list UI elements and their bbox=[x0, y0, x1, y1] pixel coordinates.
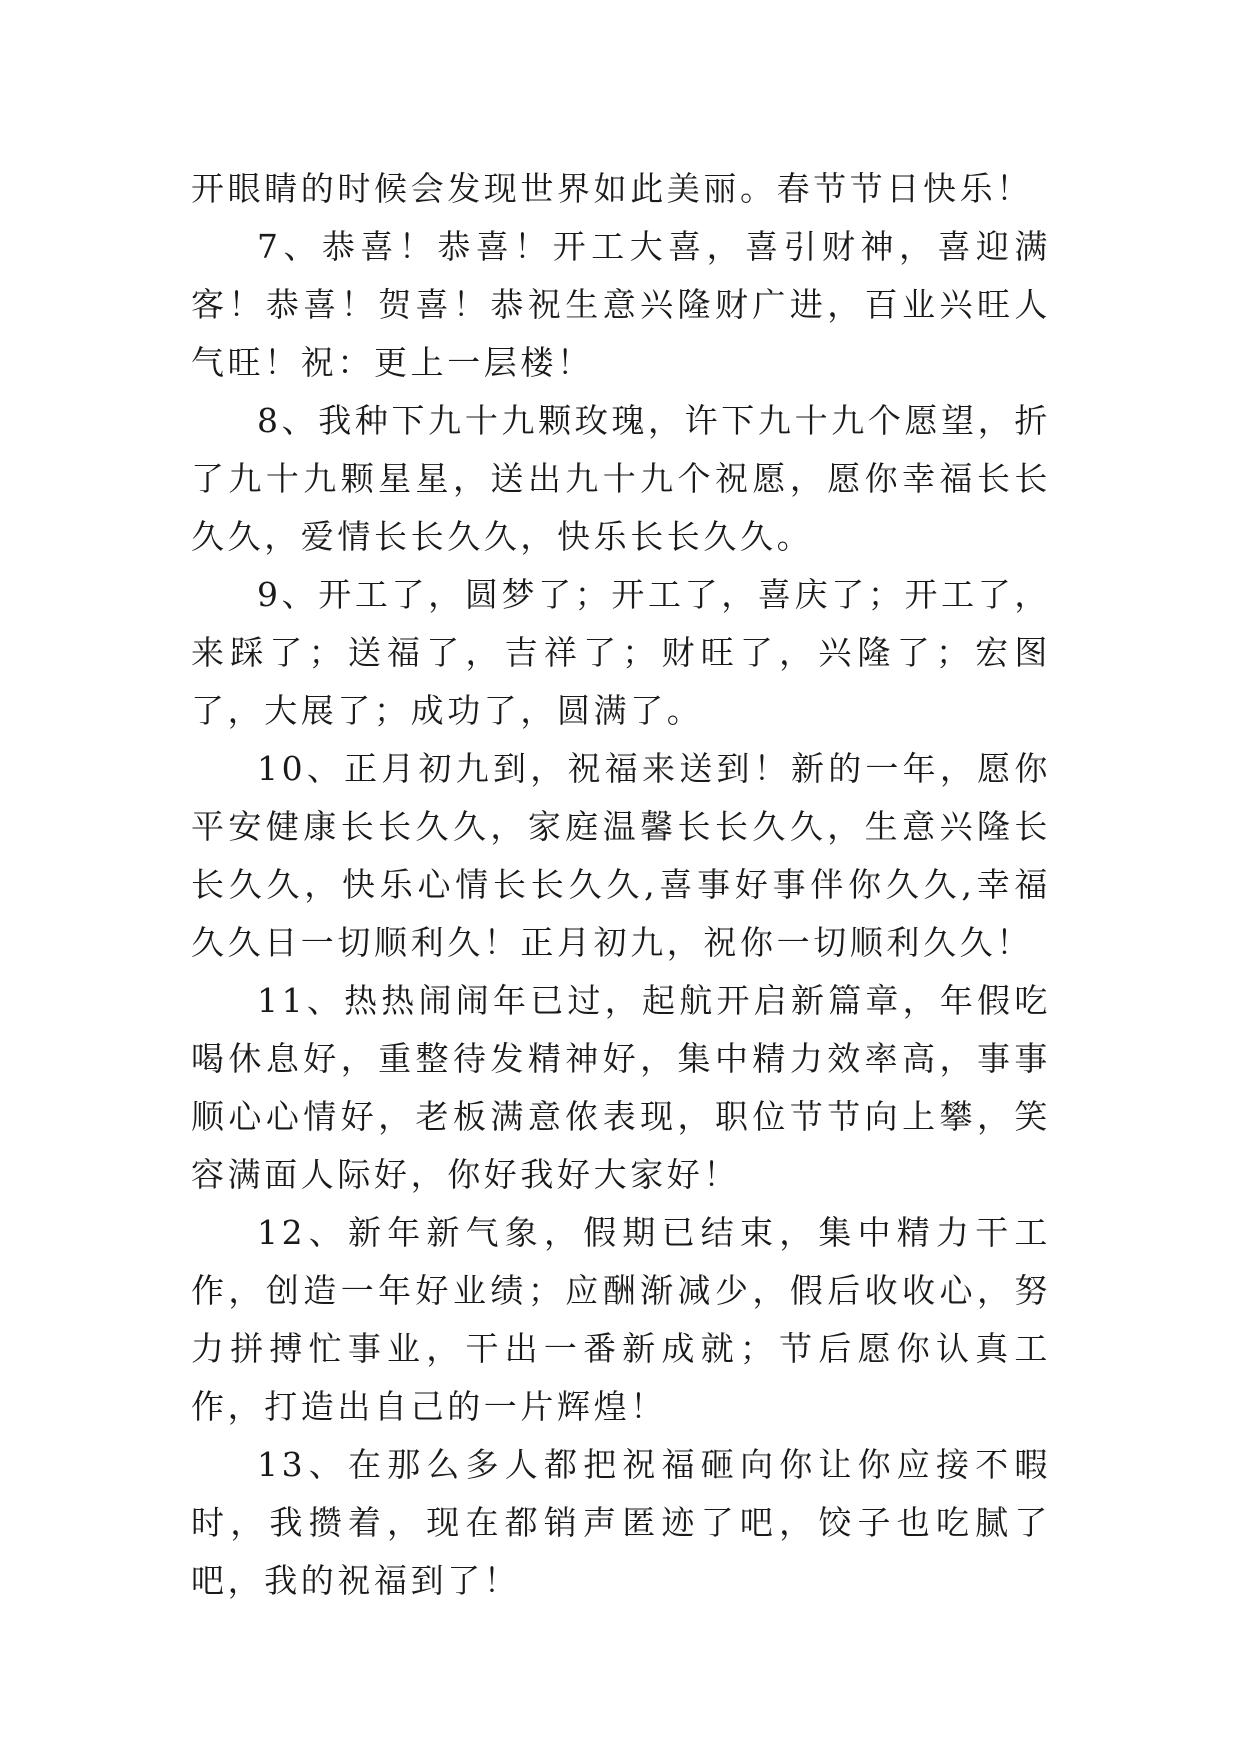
paragraph-item-11: 11、热热闹闹年已过，起航开启新篇章，年假吃喝休息好，重整待发精神好，集中精力效率高，事事顺心心情好，老板满意侬表现，职位节节向上攀，笑容满面人际好，你好我好大家好！ bbox=[191, 981, 1051, 1194]
document-body bbox=[191, 160, 1051, 1610]
paragraph-item-7: 7、恭喜！恭喜！开工大喜，喜引财神，喜迎满客！恭喜！贺喜！恭祝生意兴隆财广进，百业兴旺人气旺！祝：更上一层楼！ bbox=[191, 227, 1051, 382]
paragraph-item-12: 12、新年新气象，假期已结束，集中精力干工作，创造一年好业绩；应酬渐减少，假后收收心，努力拼搏忙事业，干出一番新成就；节后愿你认真工作，打造出自己的一片辉煌！ bbox=[191, 1213, 1051, 1426]
paragraph-item-9: 9、开工了，圆梦了；开工了，喜庆了；开工了，来踩了；送福了，吉祥了；财旺了，兴隆了；宏图了，大展了；成功了，圆满了。 bbox=[191, 575, 1051, 730]
paragraph-item-13: 13、在那么多人都把祝福砸向你让你应接不暇时，我攒着，现在都销声匿迹了吧，饺子也吃腻了吧，我的祝福到了！ bbox=[191, 1445, 1051, 1600]
paragraph-item-8: 8、我种下九十九颗玫瑰，许下九十九个愿望，折了九十九颗星星，送出九十九个祝愿，愿你幸福长长久久，爱情长长久久，快乐长长久久。 bbox=[191, 401, 1051, 556]
paragraph-continuation: 开眼睛的时候会发现世界如此美丽。春节节日快乐！ bbox=[191, 169, 1033, 208]
paragraph-item-10: 10、正月初九到，祝福来送到！新的一年，愿你平安健康长长久久，家庭温馨长长久久，生意兴隆长长久久，快乐心情长长久久,喜事好事伴你久久,幸福久久日一切顺利久！正月初九，祝你一切顺利久久！ bbox=[191, 749, 1051, 962]
